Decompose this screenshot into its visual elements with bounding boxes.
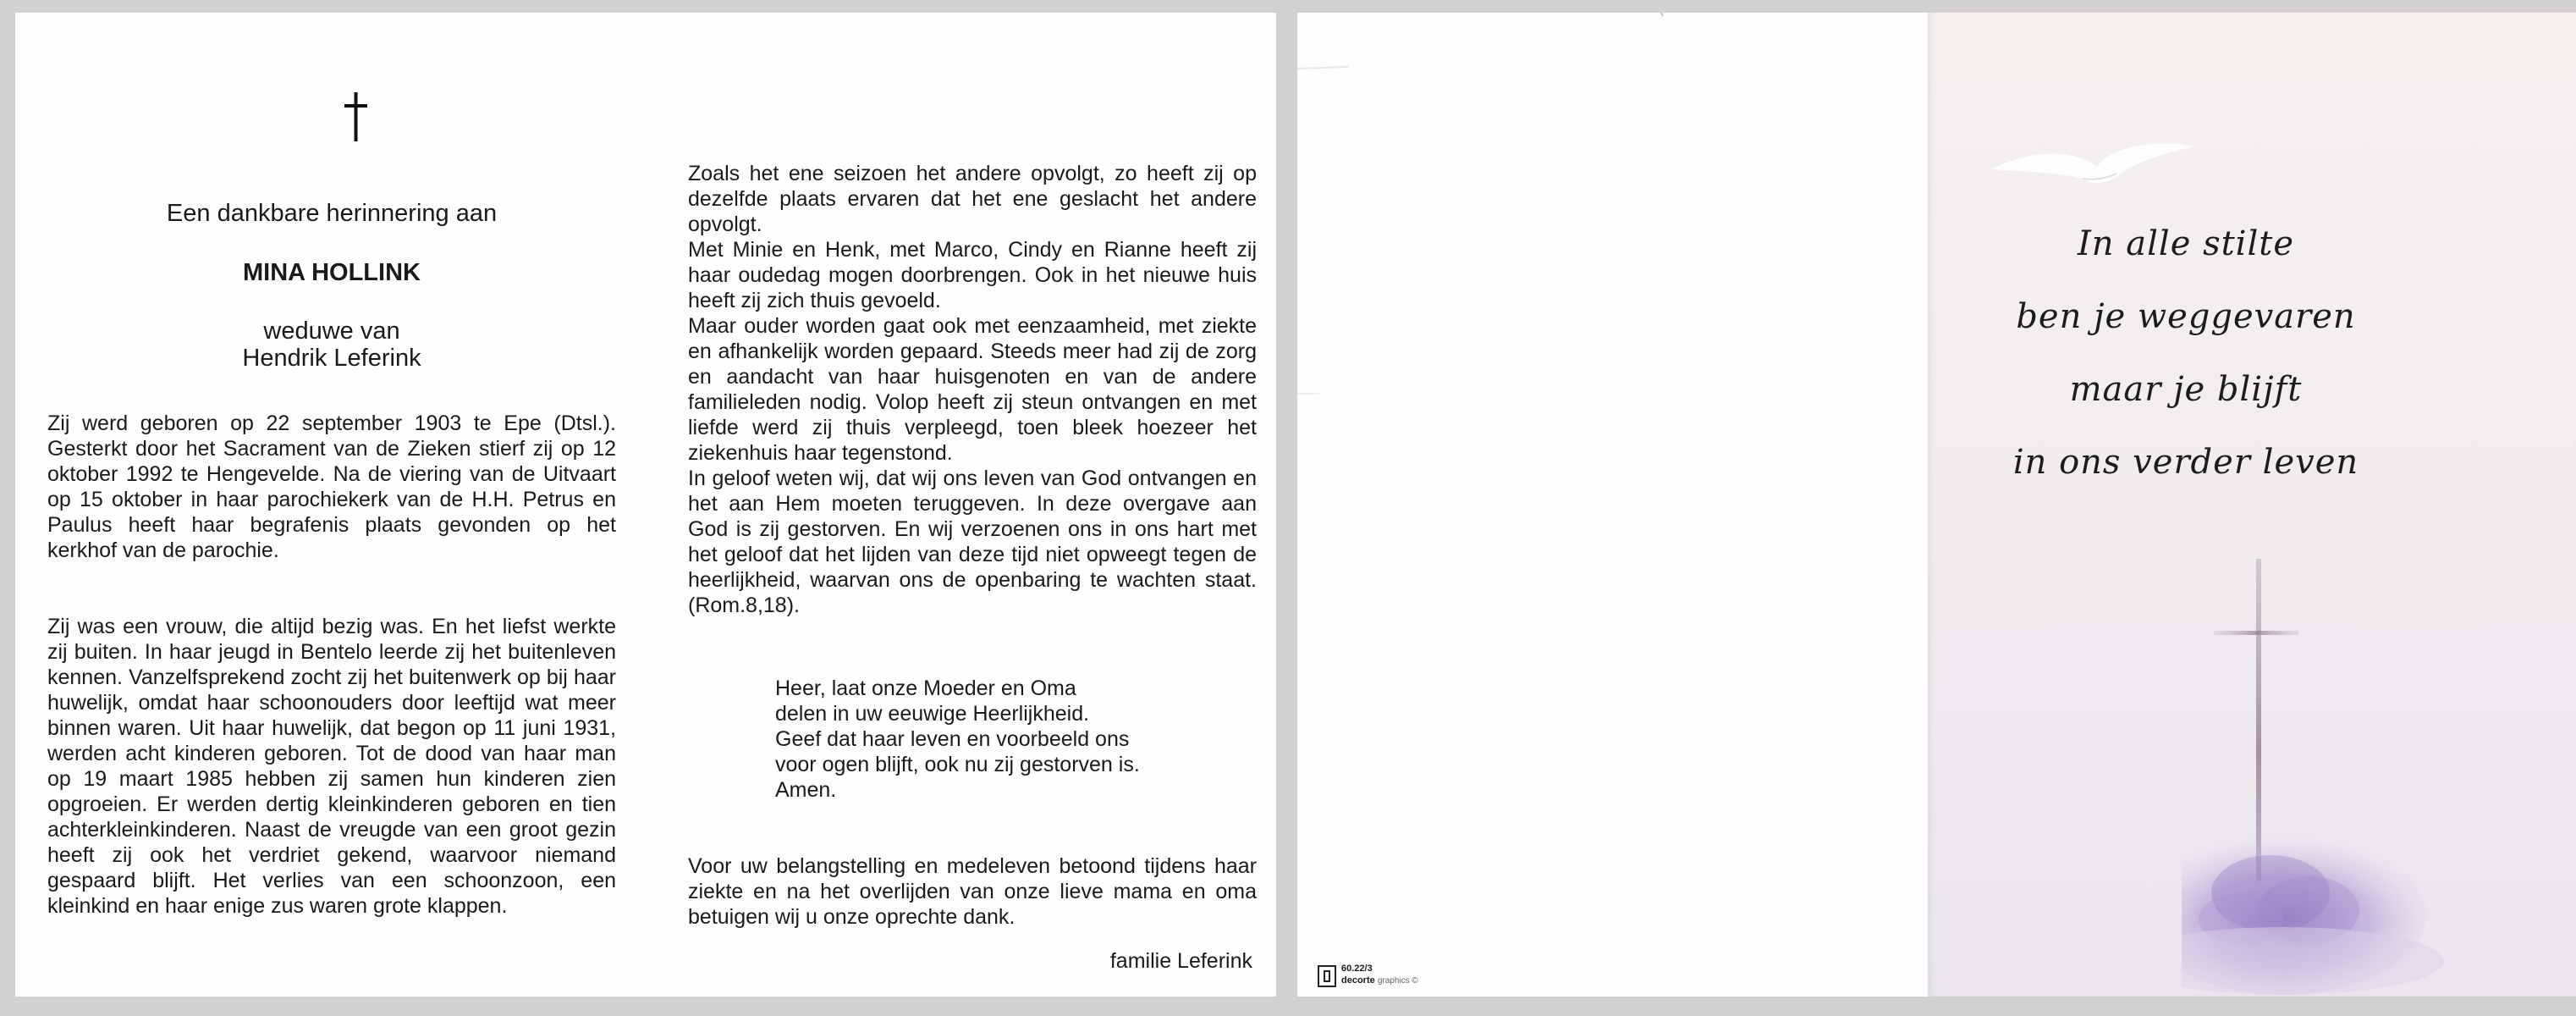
life-paragraph: Zij was een vrouw, die altijd bezig was. En het liefst werkte zij buiten. In haar jeugd in Bentelo leerde zij het buitenleven kennen. Vanzelfsprekend zocht zij het buitenwerk op bij haar huwelijk, omdat haar schoonouders door leeftijd wat meer binnen waren. Uit haar huwelijk, dat begon op 11 juni 1931, werden acht kinderen geboren. Tot de dood van haar man op 19 maart 1985 hebben zij samen hun kinderen zien opgroeien. Er werden dertig kleinkinderen geboren en tien achterkleinkinderen. Naast de vreugde van een groot gezin heeft zij ook het verdriet gekend, waarvoor niemand gespaard blijft. Het verlies van een schoonzoon, een kleinkind en haar enige zus waren grote klappen. [47, 615, 616, 918]
inner-spread [15, 13, 1276, 997]
prayer-line: voor ogen blijft, ook nu zij gestorven is. [775, 753, 1140, 776]
decorte-logo-icon [1318, 965, 1336, 987]
prayer-line: Heer, laat onze Moeder en Oma [775, 676, 1076, 700]
verse-line: In alle stilte [2077, 224, 2295, 263]
imprint-code: 60.22/3 [1341, 964, 1373, 974]
imprint-brand-line [1341, 975, 1418, 986]
paper-specks [1297, 13, 1928, 997]
reflection-paragraph: Zoals het ene seizoen het andere opvolgt, zo heeft zij op dezelfde plaats ervaren dat het ene geslacht het andere opvolgt. Met Minie en Henk, met Marco, Cindy en Rianne heeft zij haar oudedag mogen doorbrengen. Ook in het nieuwe huis heeft zij zich thuis gevoeld. Maar ouder worden gaat ook met eenzaamheid, met ziekte en afhankelijk worden gepaard. Steeds meer had zij de zorg en aandacht van haar huisgenoten en van de andere familieleden nodig. Volop heeft zij steun ontvangen en met liefde werd zij thuis verpleegd, toen bleek hoezeer het ziekenhuis haar tegenstond. In geloof weten wij, dat wij ons leven van God ontvangen en het aan Hem moeten teruggeven. In deze overgave aan God is zij gestorven. En wij verzoenen ons in ons hart met het geloof dat het lijden van deze tijd niet opweegt tegen de heerlijkheid, waarvan ons de openbaring te wachten staat. (Rom.8,18). [688, 162, 1257, 617]
deceased-name: MINA HOLLINK [243, 259, 421, 286]
prayer-line: delen in uw eeuwige Heerlijkheid. [775, 702, 1090, 726]
verse-line: maar je blijft [2069, 370, 2303, 409]
spouse-name: Hendrik Leferink [242, 345, 421, 372]
cross-flowers-illustration [2182, 538, 2537, 995]
intro-line: Een dankbare herinnering aan [166, 200, 498, 227]
cover-artwork [1928, 13, 2576, 997]
widow-block [47, 318, 616, 372]
birth-death-paragraph: Zij werd geboren op 22 september 1903 te Epe (Dtsl.). Gesterkt door het Sacrament van de Zieken stierf zij op 12 oktober 1992 te Hengevelde. Na de viering van de Uitvaart op 15 oktober in haar parochiekerk van de H.H. Petrus en Paulus heeft haar begrafenis plaats gevonden op het kerkhof van de parochie. [47, 411, 616, 562]
imprint-suffix: graphics © [1377, 976, 1418, 986]
cross-icon [339, 89, 373, 148]
family-signature: familie Leferink [1109, 949, 1252, 973]
outer-spread [1297, 13, 2576, 997]
verse-line: in ons verder leven [2012, 443, 2359, 482]
prayer-line: Amen. [775, 778, 837, 802]
prayer-line: Geef dat haar leven en voorbeeld ons [775, 727, 1130, 751]
prayer [775, 676, 1249, 803]
thanks-paragraph: Voor uw belangstelling en medeleven betoond tijdens haar ziekte en na het overlijden van onze lieve mama en oma betuigen wij u onze oprechte dank. [688, 854, 1257, 929]
widow-label: weduwe van [263, 318, 400, 345]
cover-verse [1962, 207, 2410, 499]
imprint-brand: decorte [1341, 975, 1375, 986]
dove-icon [1983, 131, 2203, 190]
verse-line: ben je weggevaren [2016, 297, 2356, 336]
printer-imprint [1318, 964, 1487, 989]
